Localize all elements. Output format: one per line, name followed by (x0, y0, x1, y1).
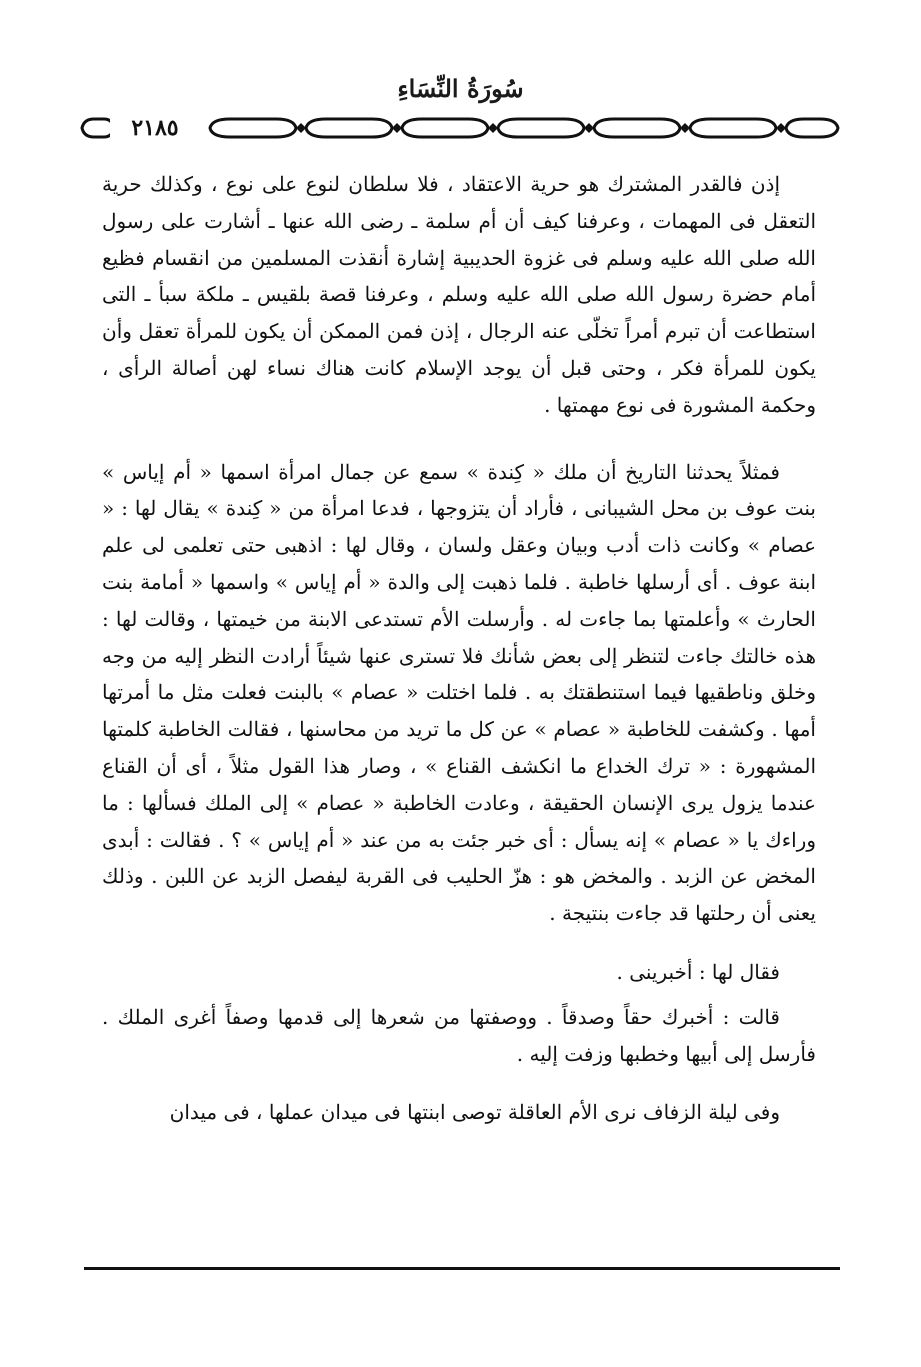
paragraph-1: إذن فالقدر المشترك هو حرية الاعتقاد ، فلا سلطان لنوع على نوع ، وكذلك حرية التعقل فى المهمات ، وعرفنا كيف أن أم سلمة ـ رضى الله عنها ـ أشارت على رسول الله صلى الله عليه وسلم فى غزوة الحديبية إشارة أنقذت المسلمين من انقسام فظيع أمام حضرة رسول الله صلى الله عليه وسلم ، وعرفنا قصة بلقيس ـ ملكة سبأ ـ التى استطاعت أن تبرم أمراً تخلّى عنه الرجال ، إذن فمن الممكن أن يكون للمرأة تعقل وأن يكون للمرأة فكر ، وحتى قبل أن يوجد الإسلام كانت هناك نساء لهن أصالة الرأى ، وحكمة المشورة فى نوع مهمتها . (102, 172, 816, 417)
page-number: ٢١٨٥ (110, 114, 200, 142)
body-text (102, 166, 816, 1131)
surah-title: سُورَةُ النِّسَاءِ (397, 74, 524, 103)
paragraph-3: فقال لها : أخبرينى . (616, 959, 780, 984)
paragraph-2: فمثلاً يحدثنا التاريخ أن ملك « كِندة » سمع عن جمال امرأة اسمها « أم إياس » بنت عوف بن محل الشيبانى ، فأراد أن يتزوجها ، فدعا امرأة من « كِندة » يقال لها : « عصام » وكانت ذات أدب وبيان وعقل ولسان ، وقال لها : اذهبى حتى تعلمى لى علم ابنة عوف . أى أرسلها خاطبة . فلما ذهبت إلى والدة « أم إياس » واسمها « أمامة بنت الحارث » وأعلمتها بما جاءت له . وأرسلت الأم تستدعى الابنة من خيمتها ، وقالت لها : هذه خالتك جاءت لتنظر إلى بعض شأنك فلا تسترى عنها شيئاً أرادت النظر إليه من وجه وخلق وناطقيها فيما استنطقتك به . فلما اختلت « عصام » بالبنت فعلت مثل ما أمرتها أمها . وكشفت للخاطبة « عصام » عن كل ما تريد من محاسنها ، فقالت الخاطبة كلمتها المشهورة : « ترك الخداع ما انكشف القناع » ، وصار هذا القول مثلاً ، أى أن القناع عندما يزول يرى الإنسان الحقيقة ، وعادت الخاطبة « عصام » إلى الملك فسألها : ما وراءك يا « عصام » إنه يسأل : أى خبر جئت به من عند « أم إياس » ؟ . فقالت : أبدى المخض عن الزبد . والمخض هو : هزّ الحليب فى القربة ليفصل الزبد عن اللبن . وذلك يعنى أن رحلتها قد جاءت بنتيجة . (102, 459, 816, 926)
paragraph-5: وفى ليلة الزفاف نرى الأم العاقلة توصى ابنتها فى ميدان عملها ، فى ميدان (169, 1100, 780, 1125)
bottom-rule (84, 1267, 840, 1270)
paragraph-4: قالت : أخبرك حقاً وصدقاً . ووصفتها من شعرها إلى قدمها وصفاً أغرى الملك . فأرسل إلى أبيها وخطبها وزفت إليه . (102, 1004, 816, 1066)
